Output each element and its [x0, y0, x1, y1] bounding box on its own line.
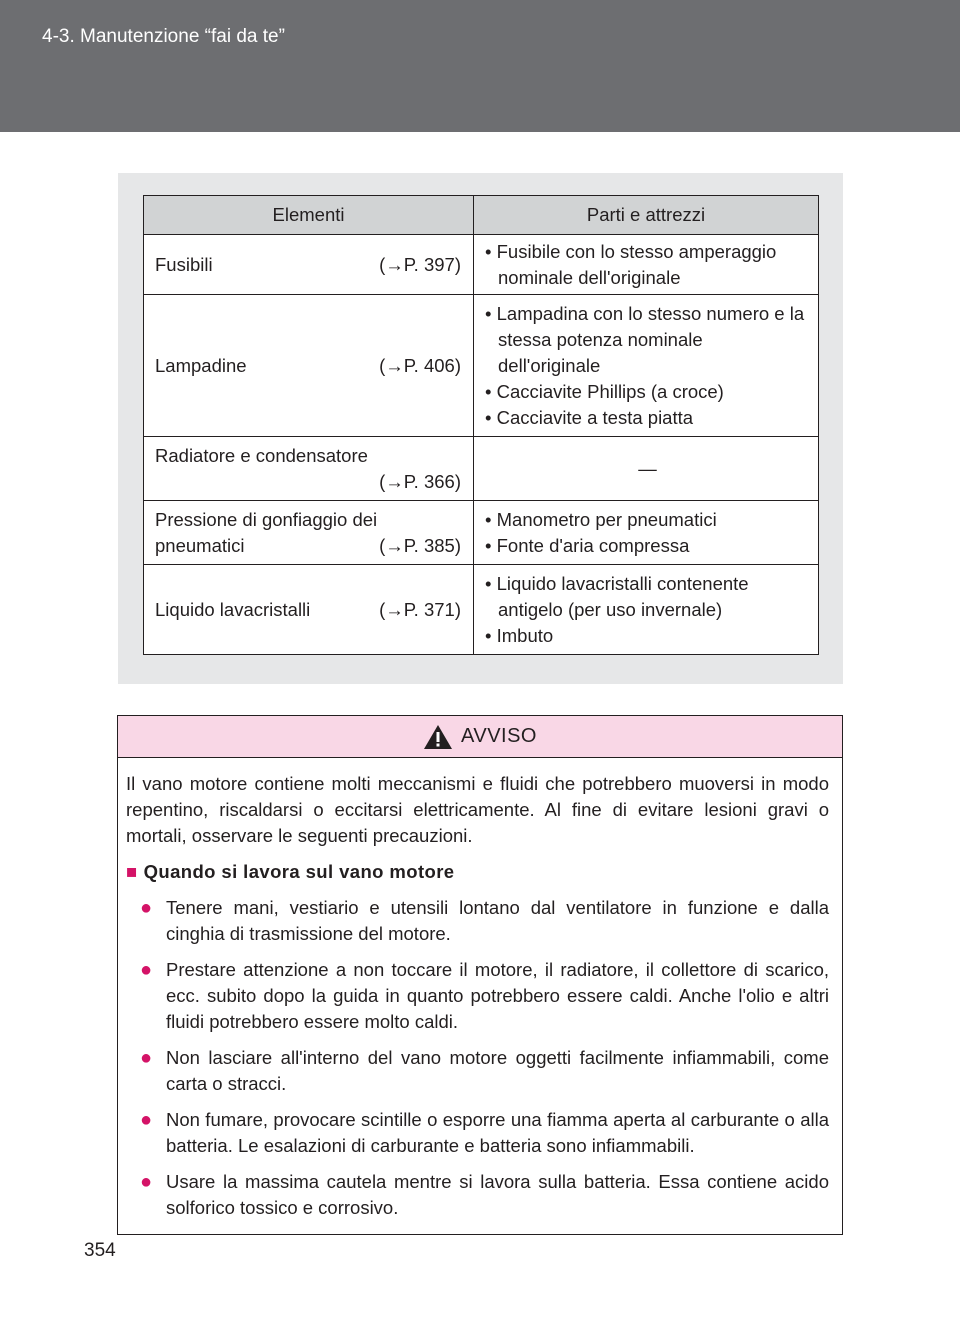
page-reference: (→P. 406) — [379, 354, 461, 376]
element-name-cont: pneumatici — [155, 534, 245, 556]
list-item: ● Non lasciare all'interno del vano motore oggetti facilmente infiammabili, come carta o stracci. — [126, 1045, 829, 1097]
header-band — [0, 0, 960, 132]
element-name: Lampadine — [155, 354, 247, 376]
element-name: Liquido lavacristalli — [155, 598, 311, 620]
list-item: • Fonte d'aria compressa — [485, 534, 690, 556]
parts-cell — [474, 295, 819, 437]
element-name: Pressione di gonfiaggio dei — [155, 508, 378, 530]
warning-box — [117, 715, 843, 1235]
bullet-icon: ● — [140, 1171, 153, 1193]
parts-cell — [474, 565, 819, 655]
parts-table — [143, 195, 819, 655]
page-reference: (→P. 397) — [379, 253, 461, 275]
bullet-icon: ● — [140, 897, 153, 919]
list-item: ● Non fumare, provocare scintille o esporre una fiamma aperta al carburante o alla batteria. Le esalazioni di carburante e batteria sono infiammabili. — [126, 1107, 829, 1159]
warning-body — [118, 758, 842, 1221]
warning-header — [118, 716, 842, 758]
element-name: Fusibili — [155, 253, 213, 275]
warning-subheading: ■ Quando si lavora sul vano motore — [126, 859, 829, 885]
list-item: • Liquido lavacristalli contenente antigelo (per uso invernale) — [485, 572, 749, 620]
element-cell — [144, 235, 474, 295]
table-row — [144, 295, 819, 437]
section-title: 4-3. Manutenzione “fai da te” — [42, 26, 285, 47]
list-item: • Fusibile con lo stesso amperaggio nominale dell'originale — [485, 240, 777, 288]
list-item: ● Tenere mani, vestiario e utensili lontano dal ventilatore in funzione e dalla cinghia di trasmissione del motore. — [126, 895, 829, 947]
list-item: • Lampadina con lo stesso numero e la stessa potenza nominale dell'originale — [485, 302, 805, 376]
column-header: Parti e attrezzi — [474, 196, 819, 235]
parts-cell — [474, 437, 819, 501]
parts-cell — [474, 501, 819, 565]
list-item: ● Usare la massima cautela mentre si lavora sulla batteria. Essa contiene acido solforico tossico e corrosivo. — [126, 1169, 829, 1221]
list-item: • Cacciavite Phillips (a croce) — [485, 380, 724, 402]
list-item: ● Prestare attenzione a non toccare il motore, il radiatore, il collettore di scarico, ecc. subito dopo la guida in quanto potrebbero essere caldi. Anche l'olio e altri fluidi potrebbero essere molto caldi. — [126, 957, 829, 1035]
element-cell — [144, 295, 474, 437]
element-cell — [144, 437, 474, 501]
bullet-icon: ● — [140, 1109, 153, 1131]
element-cell — [144, 501, 474, 565]
element-cell — [144, 565, 474, 655]
table-row — [144, 235, 819, 295]
table-row — [144, 565, 819, 655]
table-header-row — [144, 196, 819, 235]
list-item: • Cacciavite a testa piatta — [485, 406, 694, 428]
bullet-icon: ● — [140, 959, 153, 981]
page-reference: (→P. 366) — [379, 470, 461, 492]
table-row — [144, 437, 819, 501]
bullet-icon: ● — [140, 1047, 153, 1069]
warning-intro: Il vano motore contiene molti meccanismi e fluidi che potrebbero muoversi in modo repentino, riscaldarsi o eccitarsi elettricamente. Al fine di evitare lesioni gravi o mortali, osservare le seguenti precauzioni. — [126, 773, 829, 846]
parts-cell — [474, 235, 819, 295]
square-bullet-icon: ■ — [126, 861, 138, 882]
warning-triangle-icon — [423, 724, 453, 750]
element-name: Radiatore e condensatore — [155, 444, 368, 466]
table-row — [144, 501, 819, 565]
list-item: • Manometro per pneumatici — [485, 508, 717, 530]
page-reference: (→P. 371) — [379, 598, 461, 620]
parts-table-panel — [118, 173, 843, 684]
column-header: Elementi — [144, 196, 474, 235]
warning-title: AVVISO — [461, 725, 537, 747]
page-number: 354 — [84, 1240, 116, 1261]
empty-dash: — — [638, 457, 657, 479]
list-item: • Imbuto — [485, 624, 554, 646]
page-reference: (→P. 385) — [379, 534, 461, 556]
